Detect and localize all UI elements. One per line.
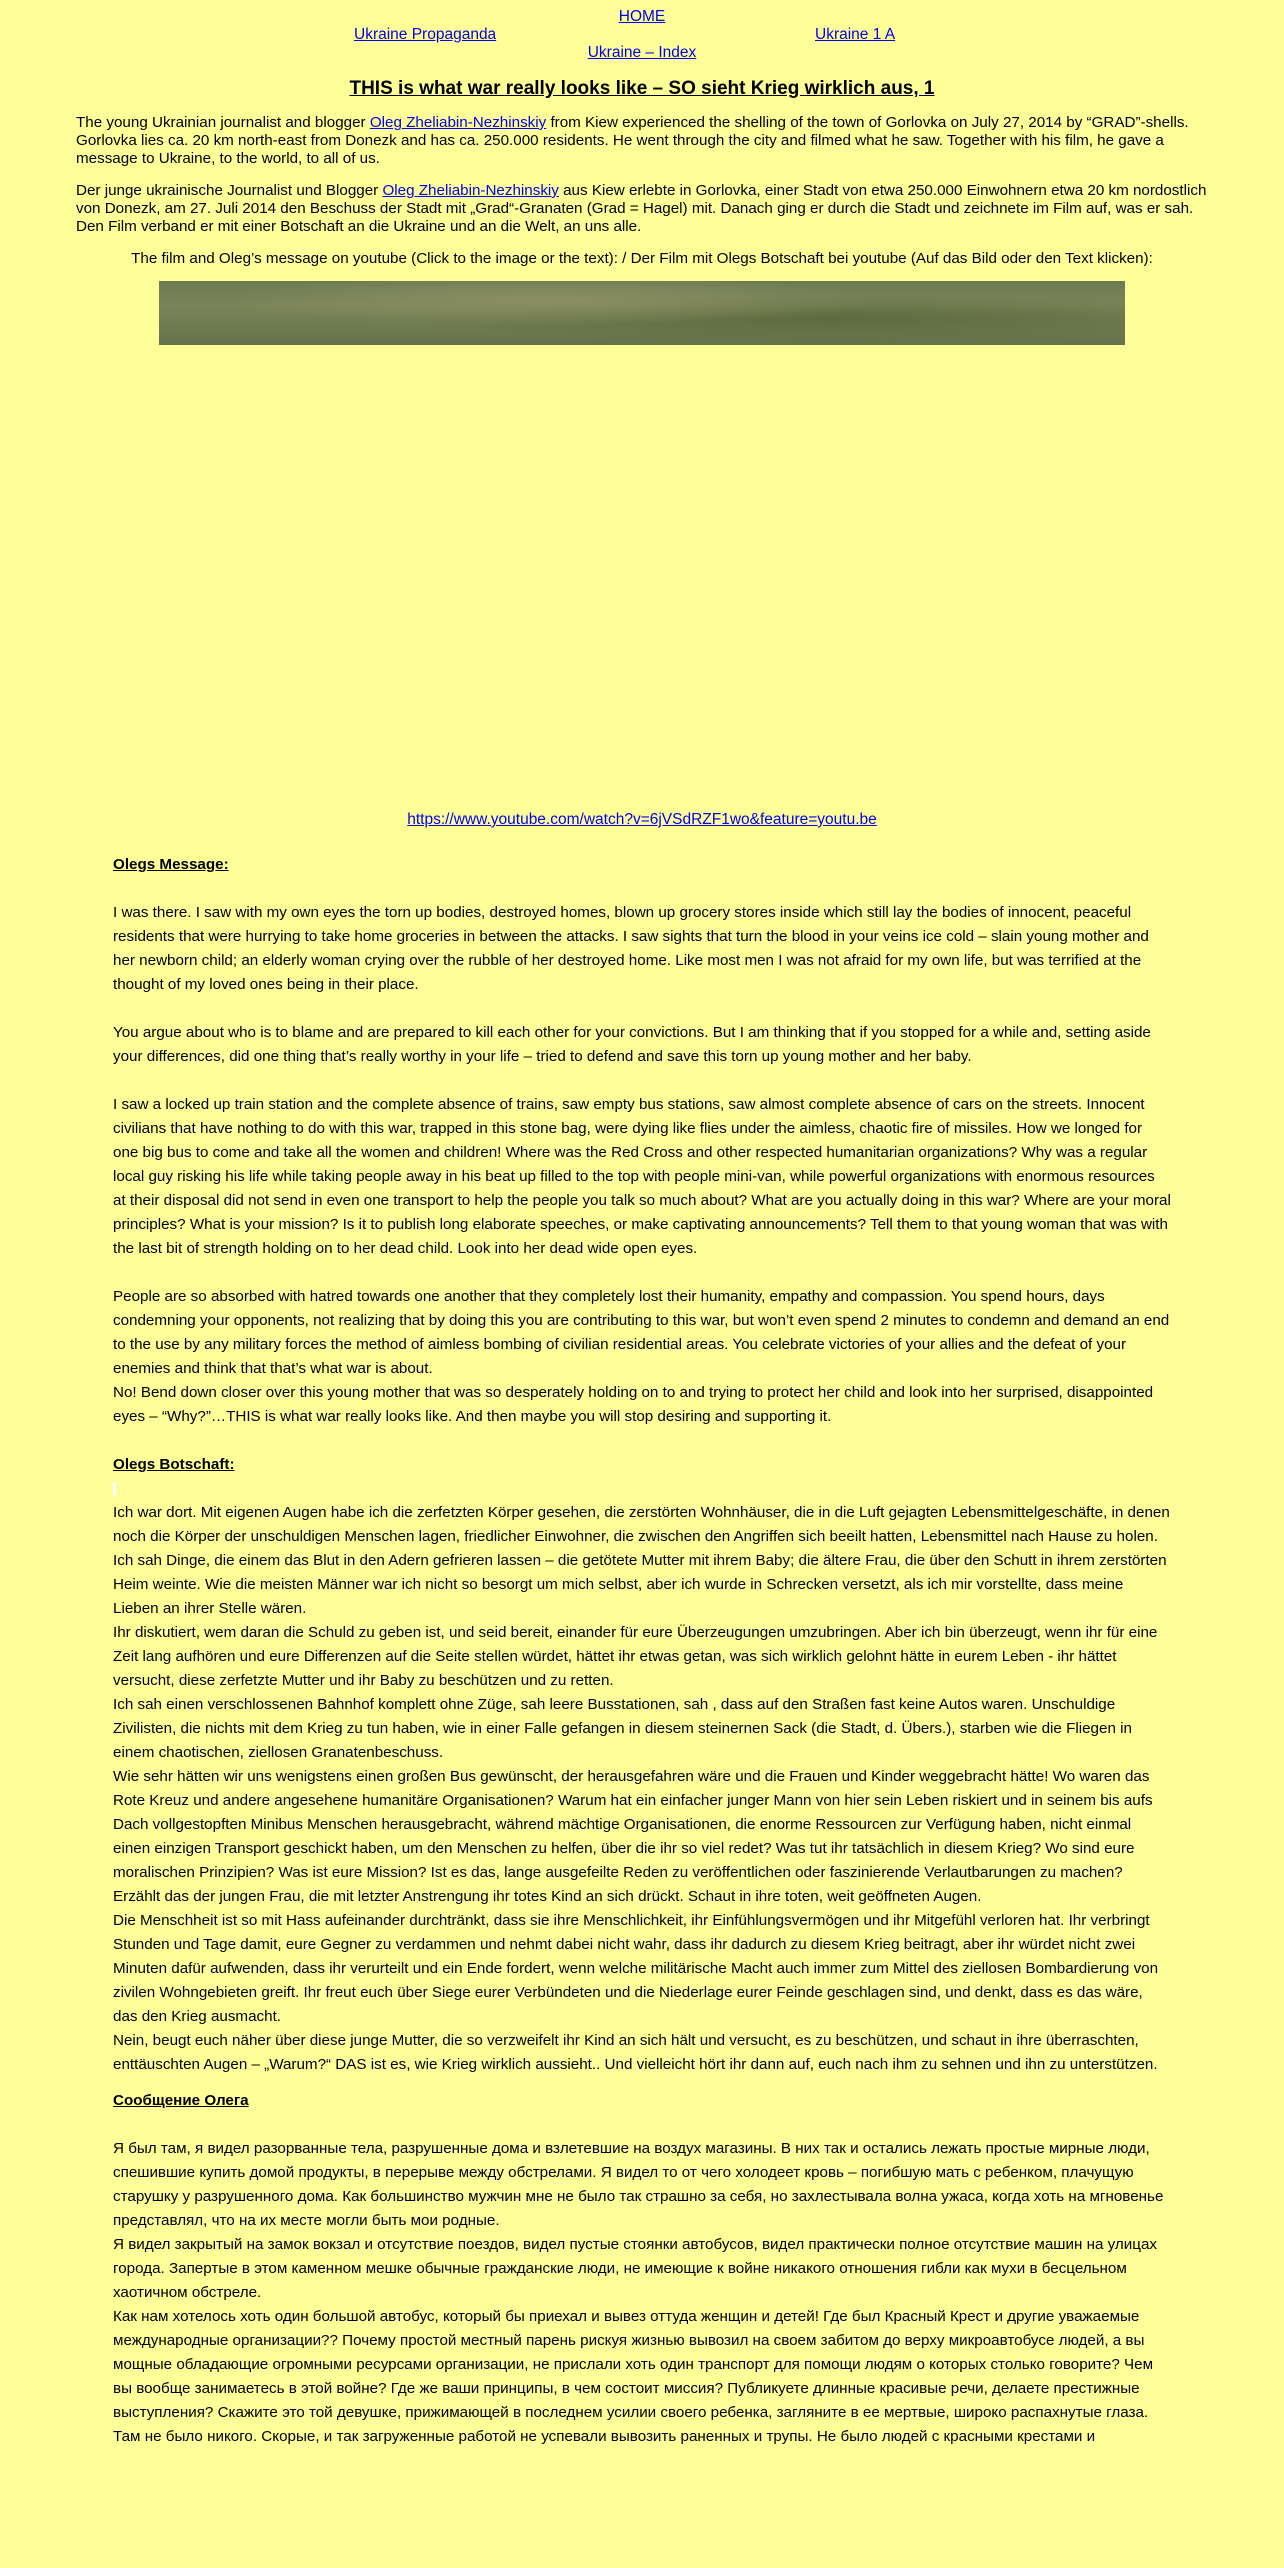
top-navigation bbox=[0, 0, 1284, 64]
film-caption: The film and Oleg’s message on youtube (Click to the image or the text): / Der Film mit Olegs Botschaft bei youtube (Auf das Bild oder den Text klicken): bbox=[131, 250, 1153, 267]
nav-link-ukraine-index[interactable]: Ukraine – Index bbox=[587, 44, 697, 61]
intro-english bbox=[76, 114, 1208, 168]
ru-paragraph-2: Я видел закрытый на замок вокзал и отсутствие поездов, видел пустые стоянки автобусов, видел практически полное отсутствие машин на улицах города. Запертые в этом каменном мешке обычные гражданские люди, не имеющие к войне никакого отношения гибли как мухи в бесцельном хаотичном обстреле. bbox=[113, 2236, 1157, 2301]
nav-link-ukraine-propaganda[interactable]: Ukraine Propaganda bbox=[354, 26, 497, 43]
intro-de-before: Der junge ukrainische Journalist und Blogger bbox=[76, 182, 383, 199]
video-thumbnail[interactable] bbox=[159, 281, 1125, 345]
en-paragraph-3: I saw a locked up train station and the complete absence of trains, saw empty bus stations, saw almost complete absence of cars on the streets. Innocent civilians that have nothing to do with this war, trapped in this stone bag, were dying like flies under the aimless, chaotic fire of missiles. How we longed for one big bus to come and take all the women and children! Where was the Red Cross and other respected humanitarian organizations? Why was a regular local guy risking his life while taking people away in his beat up filled to the top with people mini-van, while powerful organizations with enormous resources at their disposal did not send in even one transport to help the people you talk so much about? What are you actually doing in this war? Where are your moral principles? What is your mission? Is it to publish long elaborate speeches, or make captivating announcements? Tell them to that young woman that was with the last bit of strength holding on to her dead child. Look into her dead wide open eyes. bbox=[113, 1096, 1171, 1257]
intro-section bbox=[76, 114, 1208, 236]
heading-message-english: Olegs Message: bbox=[113, 856, 229, 873]
de-paragraph-5: Die Menschheit ist so mit Hass aufeinander durchtränkt, dass sie ihre Menschlichkeit, ihr Einfühlungsvermögen und ihr Mitgefühl verloren hat. Ihr verbringt Stunden und Tage damit, eure Gegner zu verdammen und nehmt dabei nicht wahr, dass ihr dadurch zu diesem Krieg beitragt, aber ihr würdet nicht zwei Minuten dafür aufwenden, dass ihr verurteilt und ein Ende fordert, wenn welche militärische Macht auch immer zum Mittel des ziellosen Bombardierung von zivilen Wohngebieten greift. Ihr freut euch über Siege eurer Verbündeten und die Niederlage eurer Feinde geschlagen sind, und denkt, dass es das wäre, das den Krieg ausmacht. bbox=[113, 1912, 1159, 2025]
en-paragraph-1: I was there. I saw with my own eyes the torn up bodies, destroyed homes, blown up grocery stores inside which still lay the bodies of innocent, peaceful residents that were hurrying to take home groceries in between the attacks. I saw sights that turn the blood in your veins ice cold – slain young mother and her newborn child; an elderly woman crying over the rubble of her destroyed home. Like most men I was not afraid for my own life, but was terrified at the thought of my loved ones being in their place. bbox=[113, 904, 1149, 993]
de-paragraph-1: Ich war dort. Mit eigenen Augen habe ich die zerfetzten Körper gesehen, die zerstörten Wohnhäuser, die in die Luft gejagten Lebensmittelgeschäfte, in denen noch die Körper der unschuldigen Menschen lagen, friedlicher Einwohner, die zwischen den Angriffen sich beeilt hatten, Lebensmittel nach Hause zu holen. Ich sah Dinge, die einem das Blut in den Adern gefrieren lassen – die getötete Mutter mit ihrem Baby; die ältere Frau, die über den Schutt in ihrem zerstörten Heim weinte. Wie die meisten Männer war ich nicht so besorgt um mich selbst, aber ich wurde in Schrecken versetzt, als ich mir vorstellte, dass meine Lieben an ihrer Stelle wären. bbox=[113, 1504, 1170, 1617]
de-paragraph-6: Nein, beugt euch näher über diese junge Mutter, die so verzweifelt ihr Kind an sich hält und versucht, es zu beschützen, und schaut in ihre überraschten, enttäuschten Augen – „Warum?“ DAS ist es, wie Krieg wirklich aussieht.. Und vielleicht hört ihr dann auf, euch nach ihm zu sehnen und ihn zu unterstützen. bbox=[113, 2032, 1158, 2073]
de-paragraph-2: Ihr diskutiert, wem daran die Schuld zu geben ist, und seid bereit, einander für eure Überzeugungen umzubringen. Aber ich bin überzeugt, wenn ihr für eine Zeit lang aufhören und eure Differenzen auf die Seite stellen würdet, hättet ihr etwas getan, was sich wirklich gelohnt hätte in eurem Leben - ihr hättet versucht, diese zerfetzte Mutter und ihr Baby zu beschützen und zu retten. bbox=[113, 1624, 1158, 1689]
youtube-link-container bbox=[0, 811, 1284, 829]
ru-paragraph-3: Как нам хотелось хоть один большой автобус, который бы приехал и вывез оттуда женщин и детей! Где был Красный Крест и другие уважаемые международные организации?? Почему простой местный парень рискуя жизнью вывозил на своем забитом до верху микроавтобусе людей, а вы мощные обладающие огромными ресурсами организации, не прислали хоть один транспорт для помощи людям о которых столько говорите? Чем вы вообще занимаетесь в этой войне? Где же ваши принципы, в чем состоит миссия? Публикуете длинные красивые речи, делаете престижные выступления? Скажите это той девушке, прижимающей в последнем усилии своего ребенка, загляните в ее мертвые, широко распахнутые глаза. bbox=[113, 2308, 1154, 2421]
intro-en-after: from Kiew experienced the shelling of the town of Gorlovka on July 27, 2014 by “GRAD”-shells. Gorlovka lies ca. 20 km north-east from Donezk and has ca. 250.000 residents. He went through the city and filmed what he saw. Together with his film, he gave a message to Ukraine, to the world, to all of us. bbox=[76, 114, 1189, 167]
nav-link-home[interactable]: HOME bbox=[618, 8, 666, 25]
message-section bbox=[113, 853, 1171, 2449]
heading-message-german: Olegs Botschaft: bbox=[113, 1456, 235, 1473]
en-paragraph-4: People are so absorbed with hatred towards one another that they completely lost their humanity, empathy and compassion. You spend hours, days condemning your opponents, not realizing that by doing this you are contributing to this war, but won’t even spend 2 minutes to condemn and demand an end to the use by any military forces the method of aimless bombing of civilian residential areas. You celebrate victories of your allies and the defeat of your enemies and think that that’s what war is about. bbox=[113, 1288, 1170, 1377]
intro-de-after: aus Kiew erlebte in Gorlovka, einer Stadt von etwa 250.000 Einwohnern etwa 20 km nordostlich von Donezk, am 27. Juli 2014 den Beschuss der Stadt mit „Grad“-Granaten (Grad = Hagel) mit. Danach ging er durch die Stadt und zeichnete im Film auf, was er sah. Den Film verband er mit einer Botschaft an die Ukraine und an die Welt, an uns alle. bbox=[76, 182, 1207, 235]
nav-link-ukraine-1a[interactable]: Ukraine 1 A bbox=[815, 26, 896, 43]
page-title: THIS is what war really looks like – SO sieht Krieg wirklich aus, 1 bbox=[349, 78, 935, 99]
ru-paragraph-1: Я был там, я видел разорванные тела, разрушенные дома и взлетевшие на воздух магазины. В них так и остались лежать простые мирные люди, спешившие купить домой продукты, в перерыве между обстрелами. Я видел то от чего холодеет кровь – погибшую мать с ребенком, плачущую старушку у разрушенного дома. Как большинство мужчин мне не было так страшно за себя, но захлестывала волна ужаса, когда хоть на мгновенье представлял, что на их месте могли быть мои родные. bbox=[113, 2140, 1164, 2229]
cursor-mark bbox=[113, 1482, 116, 1496]
de-paragraph-3: Ich sah einen verschlossenen Bahnhof komplett ohne Züge, sah leere Busstationen, sah , dass auf den Straßen fast keine Autos waren. Unschuldige Zivilisten, die nichts mit dem Krieg zu tun haben, wie in einer Falle gefangen in diesem steinernen Sack (die Stadt, d. Übers.), starben wie die Fliegen in einem chaotischen, ziellosen Granatenbeschuss. bbox=[113, 1696, 1132, 1761]
ru-paragraph-4: Там не было никого. Скорые, и так загруженные работой не успевали вывозить раненных и трупы. Не было людей с красными крестами и bbox=[113, 2428, 1096, 2445]
de-paragraph-4: Wie sehr hätten wir uns wenigstens einen großen Bus gewünscht, der herausgefahren wäre und die Frauen und Kinder weggebracht hätte! Wo waren das Rote Kreuz und andere angesehene humanitäre Organisationen? Warum hat ein einfacher junger Mann von hier sein Leben riskiert und in seinem bis aufs Dach vollgestopften Minibus Menschen herausgebracht, während mächtige Organisationen, die enorme Ressourcen zur Verfügung haben, nicht einmal einen einzigen Transport geschickt haben, um den Menschen zu helfen, über die ihr so viel redet? Was tut ihr tatsächlich in diesem Krieg? Wo sind eure moralischen Prinzipien? Was ist eure Mission? Ist es das, lange ausgefeilte Reden zu veröffentlichen oder faszinierende Verlautbarungen zu machen? Erzählt das der jungen Frau, die mit letzter Anstrengung ihr totes Kind an sich drückt. Schaut in ihre toten, weit geöffneten Augen. bbox=[113, 1768, 1153, 1905]
intro-en-before: The young Ukrainian journalist and blogger bbox=[76, 114, 370, 131]
text-cursor-line bbox=[113, 1477, 1171, 1501]
en-paragraph-2: You argue about who is to blame and are prepared to kill each other for your convictions. But I am thinking that if you stopped for a while and, setting aside your differences, did one thing that’s really worthy in your life – tried to defend and save this torn up young mother and her baby. bbox=[113, 1024, 1151, 1065]
en-paragraph-5: No! Bend down closer over this young mother that was so desperately holding on to and trying to protect her child and look into her surprised, disappointed eyes – “Why?”…THIS is what war really looks like. And then maybe you will stop desiring and supporting it. bbox=[113, 1384, 1154, 1425]
author-link-en[interactable]: Oleg Zheliabin-Nezhinskiy bbox=[369, 114, 547, 131]
intro-german bbox=[76, 182, 1208, 236]
video-blank-area bbox=[0, 345, 1284, 811]
youtube-link[interactable]: https://www.youtube.com/watch?v=6jVSdRZF1wo&feature=youtu.be bbox=[407, 811, 877, 828]
author-link-de[interactable]: Oleg Zheliabin-Nezhinskiy bbox=[382, 182, 559, 199]
heading-message-russian: Сообщение Олега bbox=[113, 2092, 249, 2109]
